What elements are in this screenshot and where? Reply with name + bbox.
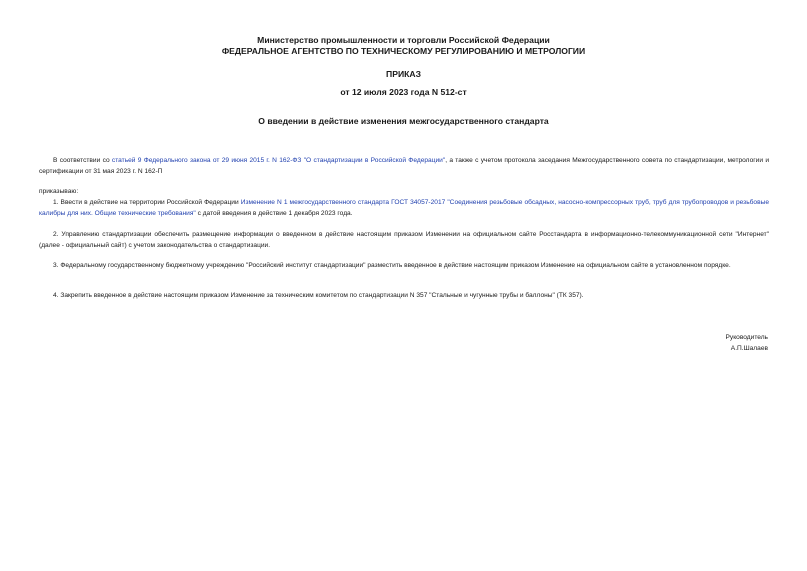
ministry-name: Министерство промышленности и торговли Российской Федерации	[257, 35, 550, 45]
preamble-prefix: В соответствии со	[53, 157, 112, 164]
item-2-paragraph	[39, 229, 769, 251]
preamble-paragraph	[39, 155, 769, 177]
document-title: О введении в действие изменения межгосударственного стандарта	[258, 116, 549, 126]
item-4-paragraph	[39, 290, 769, 301]
signatory-position: Руководитель	[725, 334, 768, 341]
federal-law-link[interactable]: статьей 9 Федерального закона от 29 июня 2015 г. N 162-ФЗ "О стандартизации в Российской Федерации"	[111, 157, 446, 164]
item-3-paragraph	[39, 260, 769, 271]
document-date-number: от 12 июля 2023 года N 512-ст	[340, 87, 467, 97]
agency-name: ФЕДЕРАЛЬНОЕ АГЕНТСТВО ПО ТЕХНИЧЕСКОМУ РЕГУЛИРОВАНИЮ И МЕТРОЛОГИИ	[221, 46, 586, 56]
item-1-paragraph	[39, 197, 769, 219]
document-type: ПРИКАЗ	[386, 69, 421, 79]
order-word: приказываю:	[39, 188, 79, 195]
standard-amendment-link[interactable]: Изменение N 1 межгосударственного стандарта ГОСТ 34057-2017 "Соединения резьбовые обсадных, насосно-компрессорных труб, труб для трубопроводов и резьбовые калибры для них. Общие технические требования"	[39, 199, 769, 217]
item-4-text: 4. Закрепить введенное в действие настоящим приказом Изменение за техническим комитетом по стандартизации N 357 "Стальные и чугунные трубы и баллоны" (ТК 357).	[53, 292, 584, 299]
item-1-prefix: 1. Ввести в действие на территории Российской Федерации	[53, 199, 241, 206]
item-2-text: 2. Управлению стандартизации обеспечить размещение информации о введенном в действие настоящим приказом Изменении на официальном сайте Росстандарта в информационно-телекоммуникационной сети "Интернет" (далее - официальный сайт) с учетом законодательства о стандартизации.	[39, 231, 769, 249]
item-3-text: 3. Федеральному государственному бюджетному учреждению "Российский институт стандартизации" разместить введенное в действие настоящим приказом Изменение на официальном сайте в установленном порядке.	[53, 262, 731, 269]
item-1-suffix: с датой введения в действие 1 декабря 2023 года.	[195, 210, 353, 217]
preamble-suffix: , а также с учетом протокола заседания Межгосударственного совета по стандартизации, метрологии и сертификации от 31 мая 2023 г. N 162-П	[39, 157, 769, 175]
signatory-name: А.П.Шалаев	[730, 345, 768, 352]
